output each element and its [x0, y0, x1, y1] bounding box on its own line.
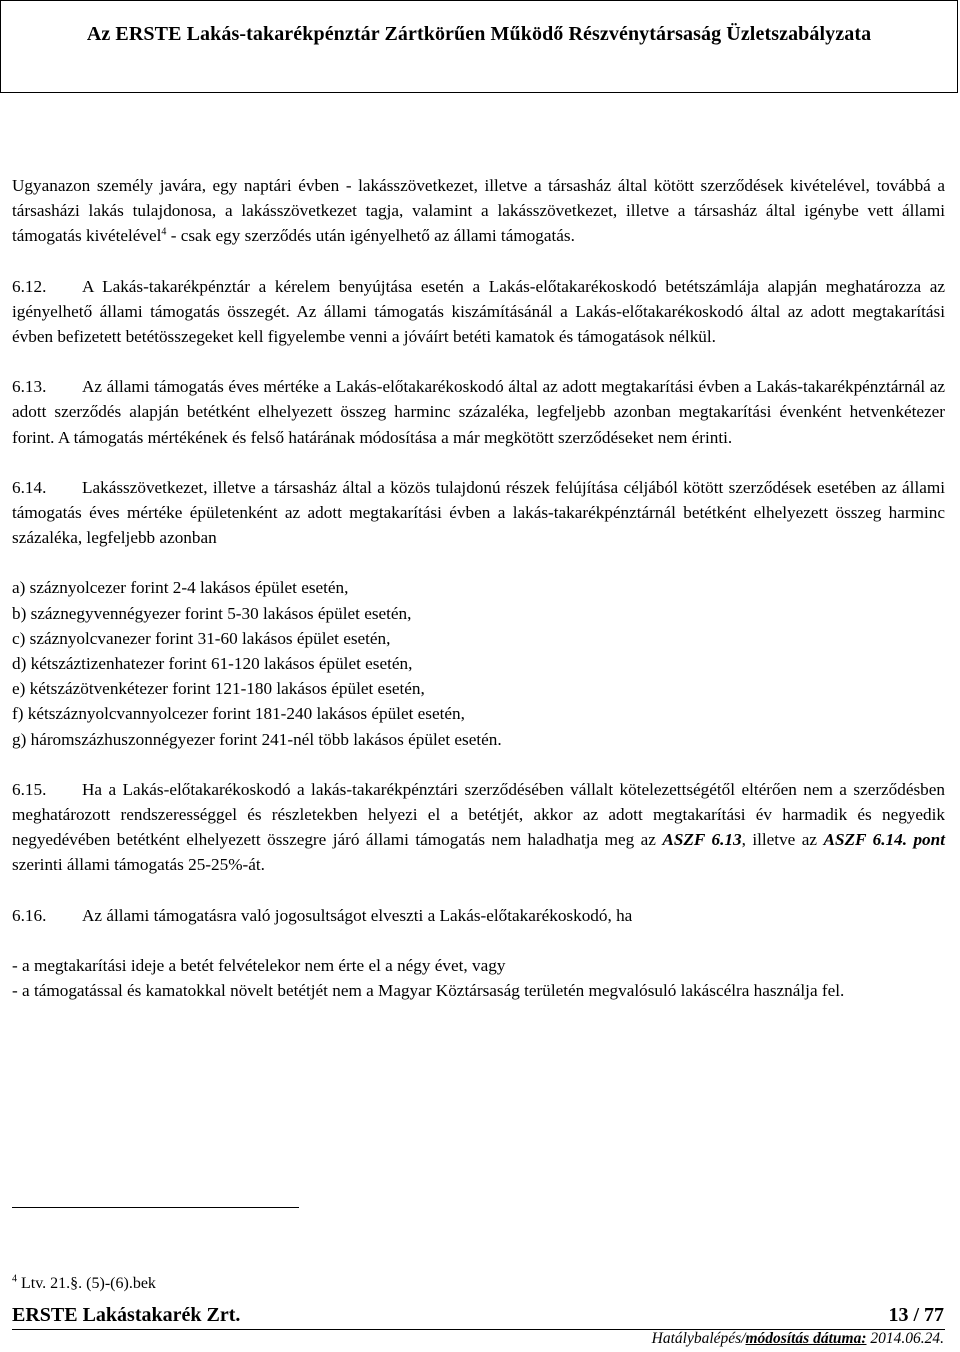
list-item: - a megtakarítási ideje a betét felvételekor nem érte el a négy évet, vagy [12, 955, 506, 975]
section-number: 6.14. [12, 477, 47, 497]
section-number: 6.16. [12, 905, 47, 925]
footnote-text: Ltv. 21.§. (5)-(6).bek [17, 1275, 156, 1292]
footer-effective-date [652, 1330, 944, 1348]
date-label: Hatálybalépés/ [651, 1330, 746, 1347]
list-item: g) háromszázhuszonnégyezer forint 241-nél több lakásos épület esetén. [12, 729, 502, 749]
amount-list [12, 575, 945, 751]
section-number: 6.12. [12, 276, 47, 296]
paragraph-6-15 [12, 777, 945, 878]
intro-text-end: - csak egy szerződés után igényelhető az állami támogatás. [166, 226, 575, 246]
section-text: Az állami támogatásra való jogosultságot elveszti a Lakás-előtakarékoskodó, ha [82, 905, 633, 925]
footnote-marker: 4 [12, 1273, 17, 1285]
aszf-reference: ASZF 6.13 [662, 830, 742, 850]
paragraph-6-14 [12, 475, 945, 551]
list-item: - a támogatással és kamatokkal növelt betétjét nem a Magyar Köztársaság területén megvalósuló lakáscélra használja fel. [12, 981, 845, 1001]
footnote-separator [12, 1207, 299, 1208]
footnote-ref[interactable]: 4 [161, 226, 167, 238]
aszf-reference: ASZF 6.14. pont [823, 830, 945, 850]
section-text: A Lakás-takarékpénztár a kérelem benyújtása esetén a Lakás-előtakarékoskodó betétszámlája alapján meghatározza az igényelhető állami támogatás összegét. Az állami támogatás kiszámításánál a Lakás-előtakarékoskodó által az adott megtakarítási évben befizetett betétösszegeket kell figyelembe venni a jóváírt betéti kamatok és támogatások nélkül. [12, 276, 945, 347]
section-number: 6.15. [12, 779, 47, 799]
section-text: Lakásszövetkezet, illetve a társasház által a közös tulajdonú részek felújítása céljából kötött szerződések esetében az állami támogatás éves mértéke épületenként az adott megtakarítási évben a lakás-takarékpénztárnál betétként elhelyezett összeg harminc százaléka, legfeljebb azonban [12, 477, 945, 548]
list-item: c) száznyolcvanezer forint 31-60 lakásos épület esetén, [12, 628, 391, 648]
section-text: szerinti állami támogatás 25-25%-át. [12, 855, 265, 875]
footer-company: ERSTE Lakástakarék Zrt. [12, 1304, 241, 1326]
document-body [12, 173, 945, 1003]
page-number: 13 / 77 [888, 1304, 944, 1326]
date-value: 2014.06.24. [866, 1330, 944, 1347]
condition-list [12, 953, 945, 1003]
section-number: 6.13. [12, 377, 47, 397]
paragraph-6-12 [12, 274, 945, 350]
section-text: Az állami támogatás éves mértéke a Lakás-előtakarékoskodó által az adott megtakarítási évben a Lakás-takarékpénztárnál az adott szerződés alapján betétként elhelyezett összeg harminc százaléka, legfeljebb azonban megtakarítási évenként hetvenkétezer forint. A támogatás mértékének és felső határának módosítása a már megkötött szerződéseket nem érinti. [12, 377, 945, 447]
document-title: Az ERSTE Lakás-takarékpénztár Zártkörűen Működő Részvénytársaság Üzletszabályzata [86, 23, 872, 45]
header-box [0, 0, 958, 93]
list-item: b) száznegyvennégyezer forint 5-30 lakásos épület esetén, [12, 603, 412, 623]
intro-text: Ugyanazon személy javára, egy naptári évben - lakásszövetkezet, illetve a társasház által kötött szerződések kivételével, továbbá a társasházi lakás tulajdonosa, a lakásszövetkezet tagja, valamint a lakásszövetkezet, illetve a társasház által igénybe vett állami támogatás kivételével [12, 176, 945, 246]
list-item: e) kétszázötvenkétezer forint 121-180 lakásos épület esetén, [12, 679, 425, 699]
date-label-modified: módosítás dátuma: [745, 1330, 867, 1347]
paragraph-intro [12, 173, 945, 249]
paragraph-6-13 [12, 374, 945, 450]
list-item: d) kétszáztizenhatezer forint 61-120 lakásos épület esetén, [12, 654, 413, 674]
footnote [12, 1275, 156, 1293]
section-text: Ha a Lakás-előtakarékoskodó a lakás-takarékpénztári szerződésében vállalt kötelezettségétől eltérően nem a szerződésben meghatározott rendszerességgel és részletekben helyezi el a betétjét, akkor az adott megtakarítási év harmadik és negyedik negyedévében betétként elhelyezett összegre járó állami támogatás nem haladhatja meg az [12, 779, 945, 850]
section-text: , illetve az [741, 830, 824, 850]
paragraph-6-16 [12, 903, 945, 928]
list-item: f) kétszáznyolcvannyolcezer forint 181-240 lakásos épület esetén, [12, 704, 465, 724]
list-item: a) száznyolcezer forint 2-4 lakásos épület esetén, [12, 578, 349, 598]
